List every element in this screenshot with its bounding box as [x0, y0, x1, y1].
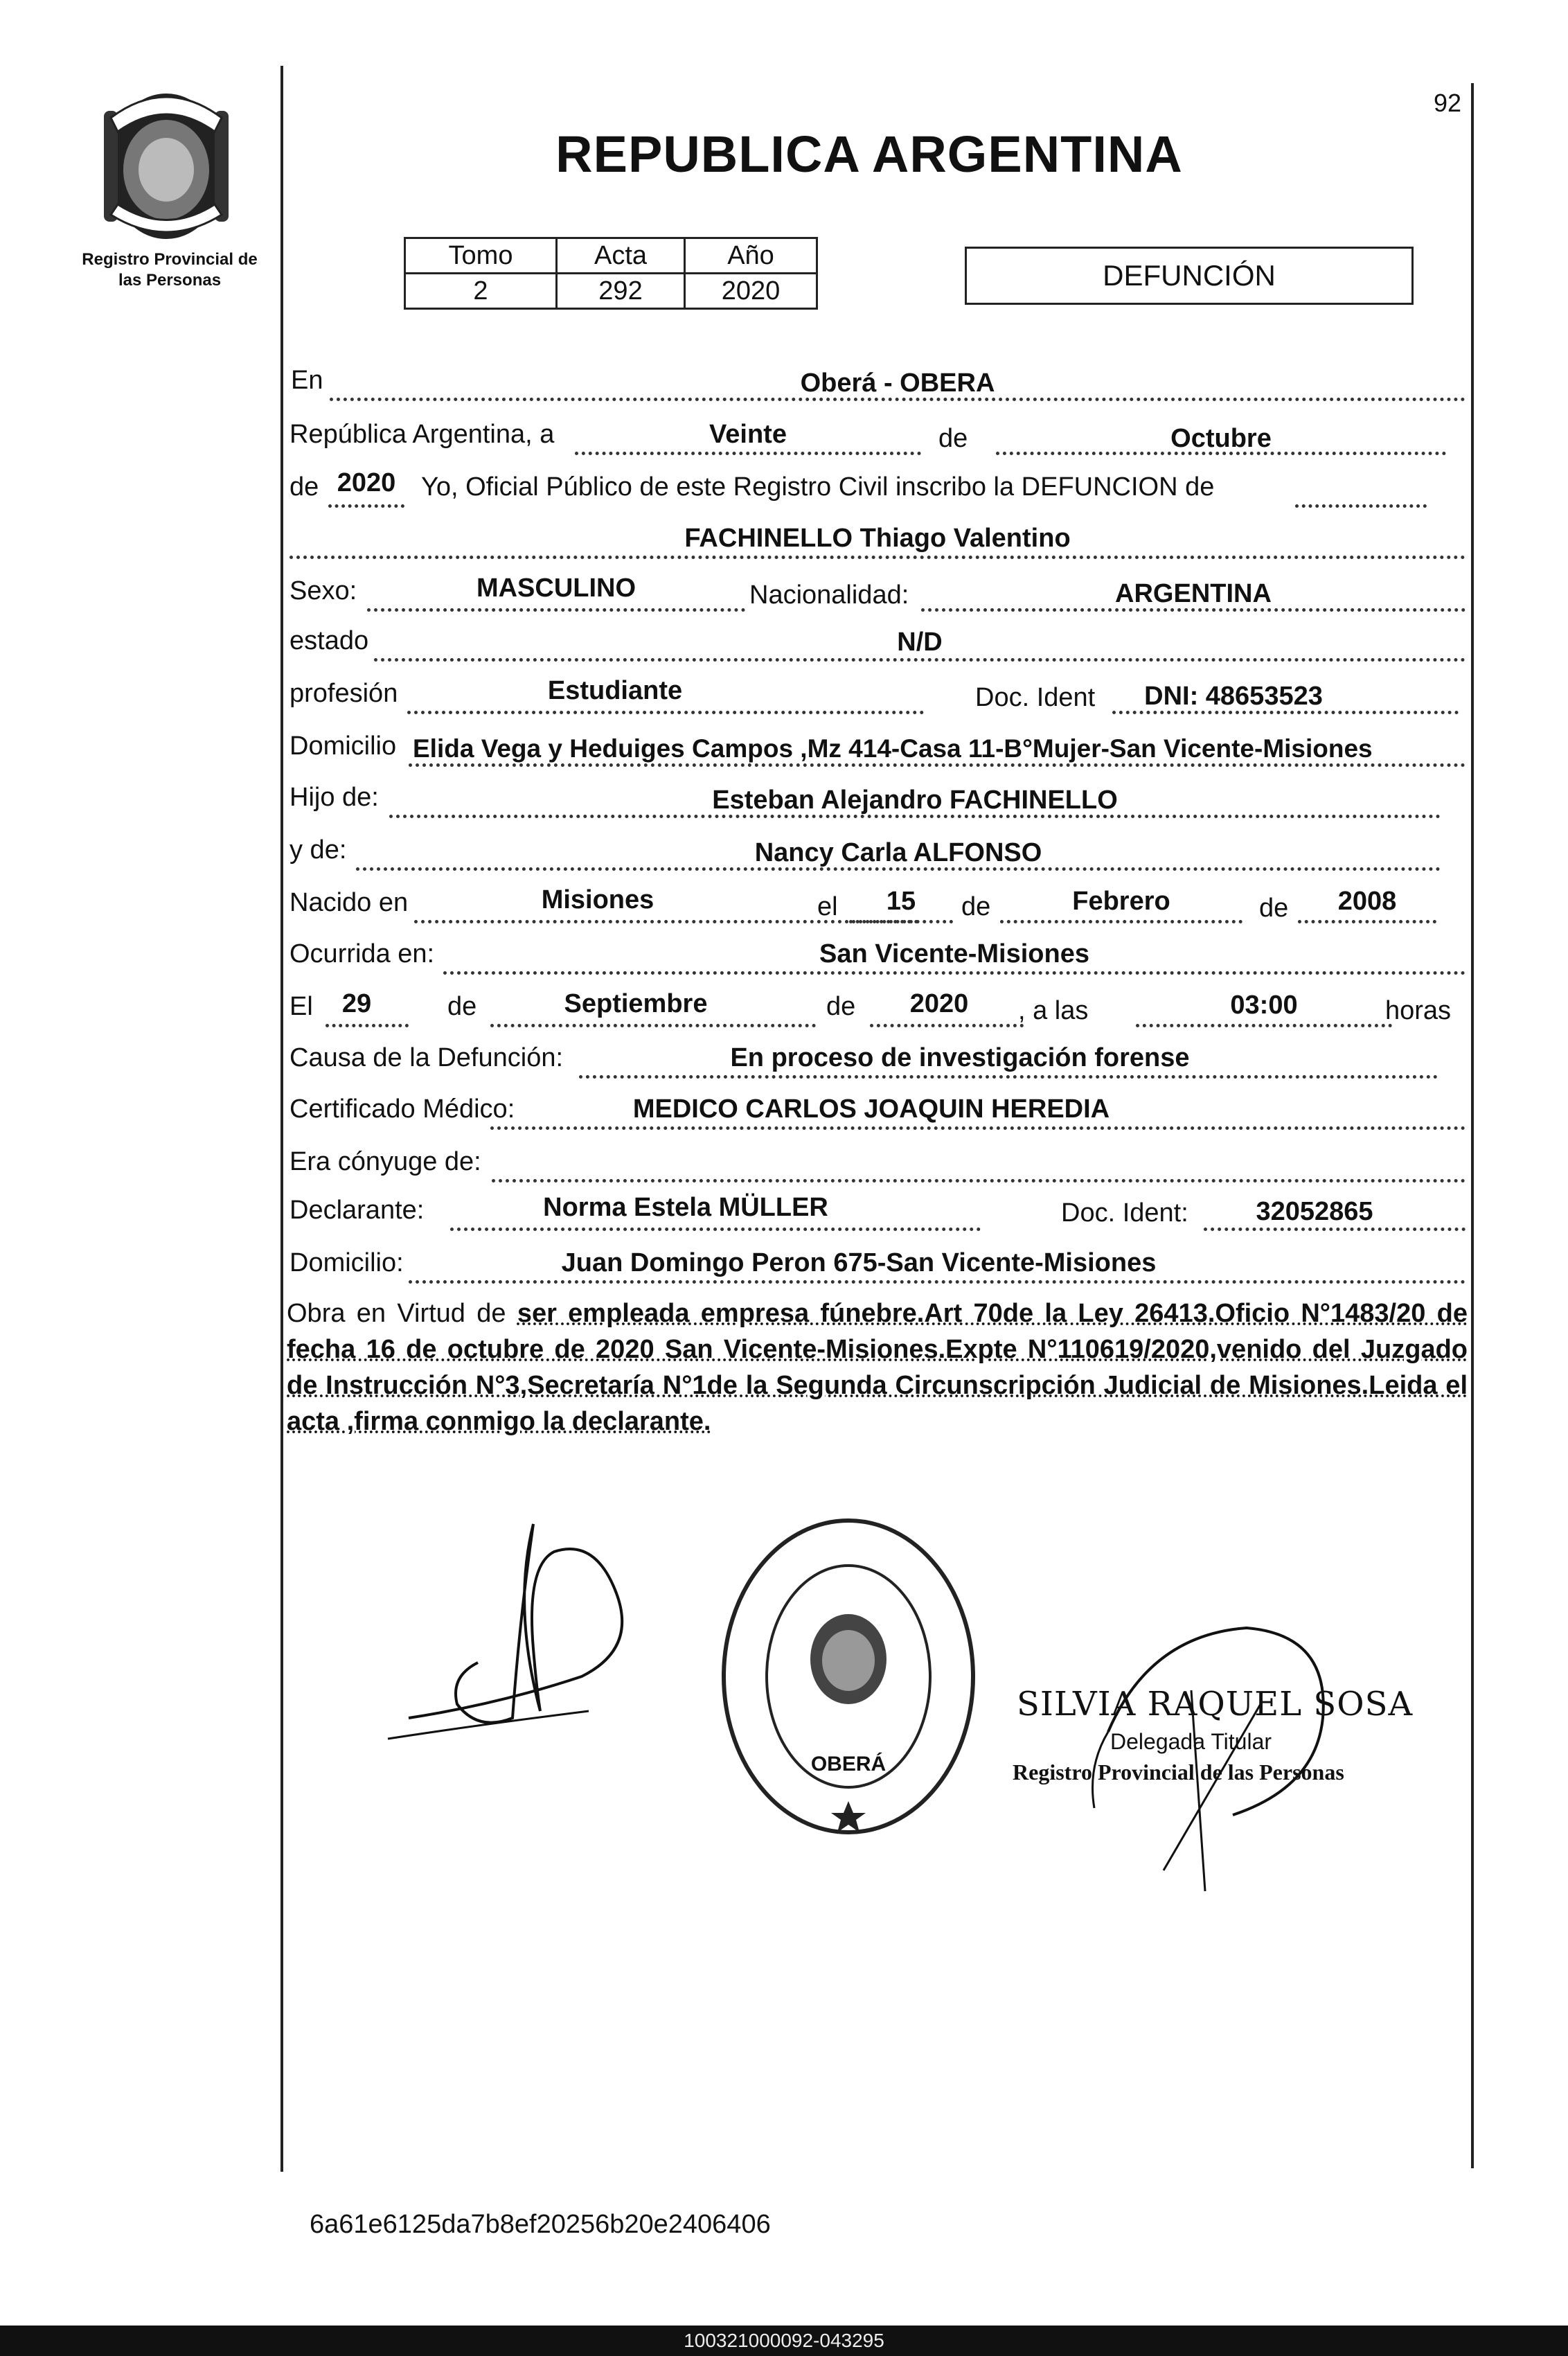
record-table — [404, 237, 818, 310]
year-value: 2020 — [337, 468, 396, 497]
declarante-label: Declarante: — [289, 1196, 425, 1225]
acta-header: Acta — [557, 238, 685, 274]
tomo-header: Tomo — [405, 238, 557, 274]
row-causa — [289, 1043, 1467, 1083]
row-conyuge — [289, 1147, 1467, 1187]
inscribo-text: Yo, Oficial Público de este Registro Civil inscribo la DEFUNCION de — [421, 472, 1215, 502]
def-anio-value: 2020 — [909, 989, 969, 1018]
official-org: Registro Provincial de las Personas — [1013, 1760, 1344, 1784]
right-margin-line — [1471, 83, 1474, 2168]
registry-caption-line2: las Personas — [118, 271, 222, 290]
padre-value: Esteban Alejandro FACHINELLO — [712, 786, 1118, 815]
de-label-1: de — [938, 424, 968, 453]
en-label: En — [291, 366, 323, 395]
row-en — [289, 366, 1467, 406]
doc-ident-value: DNI: 48653523 — [1144, 682, 1323, 711]
domicilio-value: Elida Vega y Heduiges Campos ,Mz 414-Casa 11-B°Mujer-San Vicente-Misiones — [413, 734, 1373, 763]
acta-value: 292 — [557, 274, 685, 309]
ocurrida-value: San Vicente-Misiones — [819, 939, 1089, 968]
registry-caption-line1: Registro Provincial de — [82, 250, 258, 269]
causa-label: Causa de la Defunción: — [289, 1043, 564, 1072]
handwritten-signature-declarante — [374, 1510, 665, 1760]
def-mes-value: Septiembre — [564, 989, 708, 1018]
decl-doc-value: 32052865 — [1256, 1197, 1373, 1226]
declarante-value: Norma Estela MÜLLER — [543, 1193, 828, 1222]
doc-ident-label: Doc. Ident — [975, 683, 1096, 712]
row-madre — [289, 835, 1467, 876]
yde-label: y de: — [289, 835, 347, 865]
def-dia-value: 29 — [341, 989, 372, 1018]
nacionalidad-label: Nacionalidad: — [749, 581, 909, 610]
document-hash: 6a61e6125da7b8ef20256b20e2406406 — [310, 2210, 771, 2239]
domicilio-label: Domicilio — [289, 732, 397, 761]
decl-domicilio-label: Domicilio: — [289, 1248, 404, 1277]
de-label-4: de — [1259, 894, 1289, 923]
page-title: REPUBLICA ARGENTINA — [555, 125, 1183, 183]
nac-mes-value: Febrero — [1072, 887, 1170, 916]
certificado-label: Certificado Médico: — [289, 1095, 515, 1124]
def-hora-value: 03:00 — [1230, 991, 1298, 1020]
decl-domicilio-value: Juan Domingo Peron 675-San Vicente-Misiones — [561, 1248, 1157, 1277]
hijo-label: Hijo de: — [289, 783, 379, 812]
row-inscribo — [289, 468, 1467, 513]
row-fecha-inscripcion — [289, 420, 1467, 460]
obra-value: ser empleada empresa fúnebre.Art 70de la Ley 26413.Oficio N°1483/20 de fecha 16 de octubre de 2020 San Vicente-Misiones.Expte N°110619/2020,venido del Juzgado de Instrucción N°3,Secretaría N°1de la Segunda Circunscripción Judicial de Misiones.Leida el acta ,firma conmigo la declarante. — [287, 1299, 1468, 1436]
obra-label: Obra en Virtud de — [287, 1299, 506, 1328]
stamp-bottom-text: OBERÁ — [810, 1753, 887, 1775]
row-fecha-defuncion — [289, 989, 1467, 1032]
official-name: SILVIA RAQUEL SOSA — [1017, 1685, 1414, 1724]
row-domicilio — [289, 732, 1467, 772]
row-profesion — [289, 676, 1467, 719]
de-label-6: de — [826, 992, 856, 1021]
official-role: Delegada Titular — [1110, 1729, 1272, 1754]
ocurrida-label: Ocurrida en: — [289, 939, 435, 968]
row-declarante — [289, 1193, 1467, 1236]
tomo-value: 2 — [405, 274, 557, 309]
anio-header: Año — [685, 238, 817, 274]
decl-doc-label: Doc. Ident: — [1061, 1198, 1188, 1228]
horas-label: horas — [1385, 996, 1452, 1025]
el-label-2: El — [289, 992, 313, 1021]
estado-label: estado — [289, 626, 369, 655]
sexo-label: Sexo: — [289, 576, 357, 605]
place-value: Oberá - OBERA — [800, 369, 995, 398]
row-padre — [289, 783, 1467, 823]
alas-label: , a las — [1018, 996, 1089, 1025]
record-type-box: DEFUNCIÓN — [965, 247, 1414, 305]
row-certificado — [289, 1095, 1467, 1135]
el-label: el — [817, 892, 838, 921]
de-label-5: de — [447, 992, 477, 1021]
nacionalidad-value: ARGENTINA — [1115, 579, 1272, 608]
row-estado — [289, 626, 1467, 666]
madre-value: Nancy Carla ALFONSO — [754, 838, 1042, 867]
provincial-seal-logo — [83, 76, 249, 256]
profesion-value: Estudiante — [547, 676, 683, 705]
day-value: Veinte — [709, 420, 787, 449]
sexo-value: MASCULINO — [476, 574, 636, 603]
page-number: 92 — [1434, 89, 1462, 117]
month-value: Octubre — [1170, 424, 1272, 453]
anio-value: 2020 — [685, 274, 817, 309]
certificado-value: MEDICO CARLOS JOAQUIN HEREDIA — [632, 1095, 1110, 1124]
left-margin-line — [280, 66, 283, 2172]
profesion-label: profesión — [289, 679, 398, 708]
row-ocurrida — [289, 939, 1467, 980]
de-label-3: de — [961, 892, 991, 921]
nacido-lugar-value: Misiones — [541, 885, 654, 914]
row-nacimiento — [289, 885, 1467, 928]
row-nombre — [289, 524, 1467, 564]
estado-value: N/D — [897, 628, 943, 657]
official-stamp — [717, 1514, 980, 1839]
nacido-label: Nacido en — [289, 888, 409, 917]
barcode-footer: 100321000092-043295 — [0, 2326, 1568, 2356]
registry-caption — [66, 249, 274, 291]
de-label-2: de — [289, 472, 319, 502]
nac-anio-value: 2008 — [1337, 887, 1397, 916]
causa-value: En proceso de investigación forense — [730, 1043, 1190, 1072]
row-decl-domicilio — [289, 1248, 1467, 1288]
conyuge-label: Era cónyuge de: — [289, 1147, 481, 1176]
obra-paragraph — [287, 1295, 1468, 1440]
republica-label: República Argentina, a — [289, 420, 555, 449]
deceased-name: FACHINELLO Thiago Valentino — [684, 524, 1071, 553]
nac-dia-value: 15 — [886, 887, 916, 916]
row-sexo — [289, 576, 1467, 617]
